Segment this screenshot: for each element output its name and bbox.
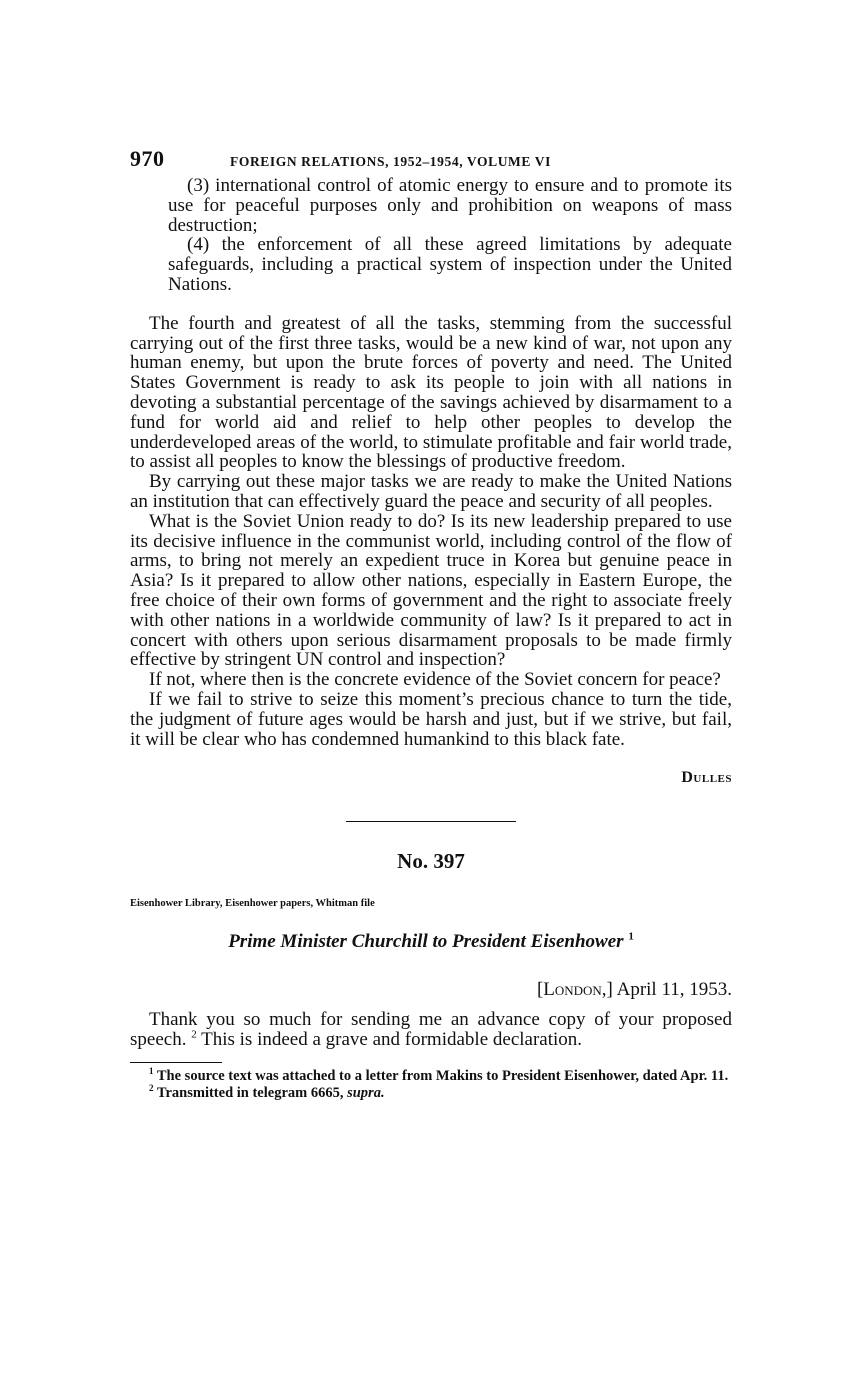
footnote-marker: 2 [191,1028,197,1041]
paragraph: What is the Soviet Union ready to do? Is its new leadership prepared to use its decisive influence in the communist world, including control of the flow of arms, to bring not merely an expedient truce in Korea but genuine peace in Asia? Is it prepared to allow other nations, especially in Eastern Europe, the free choice of their own forms of government and the right to associate freely with other nations in a worldwide community of law? Is it prepared to act in concert with others upon serious disarmament proposals to be made firmly effective by stringent UN control and inspection? [130,510,732,671]
footnote-text: Transmitted in telegram 6665, [156,1085,344,1102]
footnote-rule [130,1062,222,1063]
dateline [130,979,732,1001]
paragraph: The fourth and greatest of all the tasks, stemming from the successful carrying out of the first three tasks, would be a new kind of war, not upon any human enemy, but upon the brute forces of poverty and need. The United States Government is ready to ask its people to join with all nations in devoting a substantial percentage of the savings achieved by disarmament to a fund for world aid and relief to help other peoples to develop the underdeveloped areas of the world, to stimulate profitable and fair world trade, to assist all peoples to know the blessings of productive freedom. [130,312,732,473]
running-header [130,146,732,176]
footnote-marker: 1 [149,1066,154,1077]
footnote-marker: 2 [149,1083,154,1094]
indented-list [168,176,732,295]
footnote-text: The source text was attached to a letter from Makins to President Eisenhower, dated Apr. 11. [156,1067,729,1084]
source-note: Eisenhower Library, Eisenhower papers, Whitman file [130,898,375,910]
footnote [130,1085,732,1103]
paragraph: If we fail to strive to seize this moment’s precious chance to turn the tide, the judgment of future ages would be harsh and just, but if we strive, but fail, it will be clear who has condemned humankind to this black fate. [130,688,732,750]
section-divider [346,821,516,822]
dateline-place: [London,] [536,979,613,1001]
letter-body [130,1010,732,1050]
footnote-marker: 1 [628,930,634,943]
list-item: (4) the enforcement of all these agreed limitations by adequate safeguards, including a practical system of inspection under the United Nations. [168,234,732,295]
dateline-date: April 11, 1953. [616,979,732,1001]
document-title [130,931,732,953]
letter-text-part2: This is indeed a grave and formidable declaration. [201,1029,583,1051]
letter-text-part1: Thank you so much for sending me an advance copy of your proposed speech. [130,1009,732,1051]
footnotes [130,1068,732,1103]
main-text [130,314,732,750]
document-number: No. 397 [397,849,465,874]
paragraph [130,1010,732,1050]
list-item: (3) international control of atomic energy to ensure and to promote its use for peaceful purposes only and prohibition on weapons of mass destruction; [168,175,732,236]
signature: Dulles [681,769,732,787]
footnote [130,1068,732,1086]
page-number: 970 [130,146,165,171]
footnote-italic-text: supra. [347,1085,385,1102]
paragraph: By carrying out these major tasks we are ready to make the United Nations an institution that can effectively guard the peace and security of all peoples. [130,471,732,512]
running-header-title: FOREIGN RELATIONS, 1952–1954, VOLUME VI [230,154,551,169]
paragraph: If not, where then is the concrete evidence of the Soviet concern for peace? [149,669,721,691]
document-title-text: Prime Minister Churchill to President Eisenhower [228,931,624,953]
document-page [130,146,732,1103]
